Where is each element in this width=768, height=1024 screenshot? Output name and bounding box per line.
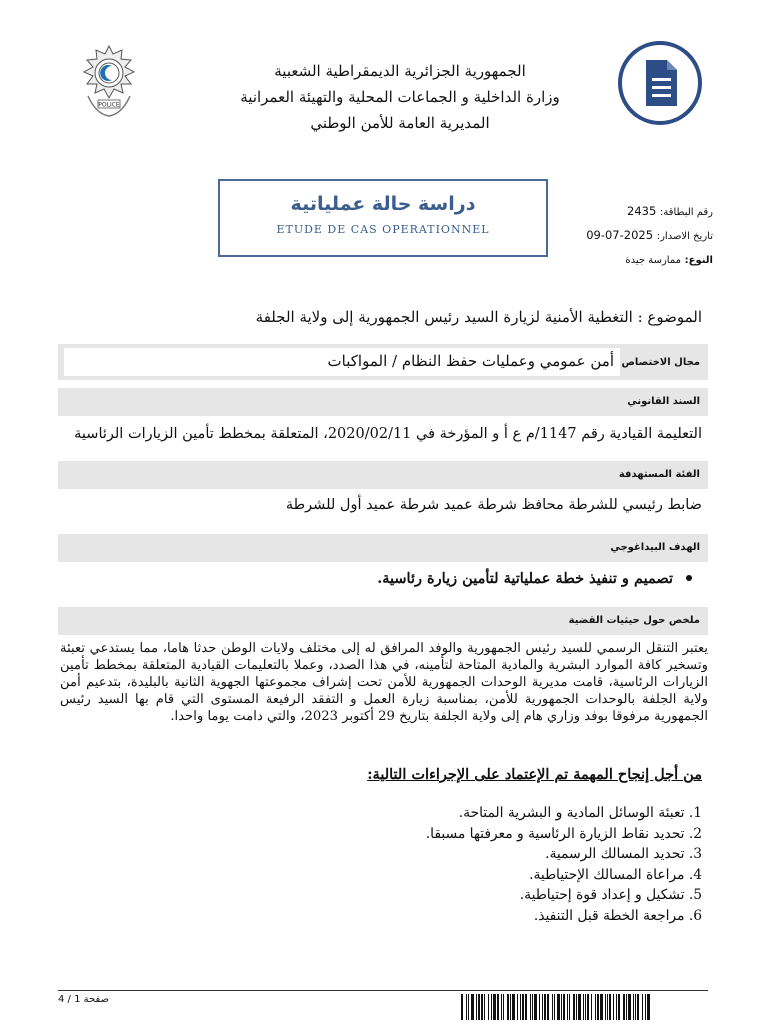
card-number-row — [573, 200, 713, 224]
objective-text: تصميم و تنفيذ خطة عملياتية لتأمين زيارة رئاسية. — [377, 570, 673, 587]
barcode-stripe — [569, 994, 570, 1020]
type-row — [573, 248, 713, 272]
footer-divider — [58, 990, 708, 991]
barcode-stripe — [497, 994, 499, 1020]
barcode-stripe — [539, 994, 540, 1020]
barcode-stripe — [628, 994, 631, 1020]
barcode-stripe — [552, 994, 553, 1020]
summary-section-bar — [58, 607, 708, 635]
barcode-icon — [461, 994, 707, 1020]
barcode-stripe — [645, 994, 646, 1020]
title-french: ETUDE DE CAS OPERATIONNEL — [276, 223, 490, 236]
barcode-stripe — [637, 994, 639, 1020]
barcode-stripe — [595, 994, 596, 1020]
list-item: 3. تحديد المسالك الرسمية. — [545, 846, 702, 862]
barcode-stripe — [542, 994, 543, 1020]
audience-text: ضابط رئيسي للشرطة محافظ شرطة عميد شرطة عميد أول للشرطة — [285, 497, 702, 513]
type-value: ممارسة جيدة — [625, 255, 681, 266]
barcode-stripe — [520, 994, 521, 1020]
issue-date-value: 2025-07-09 — [586, 228, 654, 242]
barcode-stripe — [547, 994, 549, 1020]
bullet-dot-icon — [686, 575, 692, 581]
barcode-stripe — [554, 994, 555, 1020]
police-emblem-icon — [76, 40, 142, 120]
card-number-value: 2435 — [627, 204, 657, 218]
legal-label: السند القانوني — [627, 396, 700, 407]
title-arabic: دراسة حالة عملياتية — [290, 193, 476, 215]
svg-text:POLICE: POLICE — [98, 101, 120, 109]
barcode-stripe — [578, 994, 581, 1020]
barcode-stripe — [461, 994, 463, 1020]
barcode-stripe — [522, 994, 524, 1020]
legal-text: التعليمة القيادية رقم 1147/م ع أ و المؤرخة في 2020/02/11، المتعلقة بمخطط تأمين الزيارات الرئاسية — [74, 426, 702, 442]
objective-section-bar — [58, 534, 708, 562]
summary-label: ملخص حول حيثيات القضية — [568, 615, 700, 626]
barcode-stripe — [476, 994, 477, 1020]
card-number-label: رقم البطاقة: — [659, 207, 713, 218]
barcode-stripe — [567, 994, 568, 1020]
domain-section — [58, 344, 708, 380]
barcode-stripe — [525, 994, 527, 1020]
barcode-stripe — [647, 994, 650, 1020]
card-meta — [573, 200, 713, 272]
barcode-stripe — [605, 994, 606, 1020]
barcode-stripe — [517, 994, 518, 1020]
barcode-stripe — [507, 994, 509, 1020]
procedures-title: من أجل إنجاح المهمة تم الإعتماد على الإجراءات التالية: — [367, 766, 702, 783]
barcode-stripe — [466, 994, 467, 1020]
objective-label: الهدف البيداغوجي — [610, 542, 700, 553]
list-item: 2. تحديد نقاط الزيارة الرئاسية و معرفتها مسبقا. — [425, 825, 702, 842]
list-item: 5. تشكيل و إعداد قوة إحتياطية. — [519, 887, 702, 903]
barcode-stripe — [597, 994, 599, 1020]
barcode-stripe — [576, 994, 577, 1020]
barcode-stripe — [623, 994, 625, 1020]
barcode-stripe — [488, 994, 489, 1020]
barcode-stripe — [587, 994, 589, 1020]
barcode-stripe — [530, 994, 531, 1020]
header-line-republic: الجمهورية الجزائرية الديمقراطية الشعبية — [274, 62, 526, 80]
issue-date-label: تاريخ الاصدار: — [656, 231, 713, 242]
barcode-stripe — [616, 994, 617, 1020]
subject: الموضوع : التغطية الأمنية لزيارة السيد رئيس الجمهورية إلى ولاية الجلفة — [255, 308, 702, 326]
domain-value: أمن عمومي وعمليات حفظ النظام / المواكبات — [327, 352, 614, 370]
domain-label: مجال الاختصاص — [621, 357, 700, 368]
title-box — [218, 179, 548, 257]
barcode-stripe — [561, 994, 562, 1020]
barcode-stripe — [591, 994, 592, 1020]
barcode-stripe — [534, 994, 537, 1020]
header-line-ministry: وزارة الداخلية و الجماعات المحلية والتهيئة العمرانية — [240, 88, 560, 106]
barcode-stripe — [491, 994, 492, 1020]
barcode-stripe — [478, 994, 480, 1020]
barcode-stripe — [503, 994, 504, 1020]
list-item: 1. تعبئة الوسائل المادية و البشرية المتاحة. — [458, 805, 702, 821]
barcode-stripe — [481, 994, 483, 1020]
barcode-stripe — [613, 994, 614, 1020]
barcode-stripe — [501, 994, 502, 1020]
barcode-stripe — [618, 994, 620, 1020]
barcode-stripe — [557, 994, 560, 1020]
list-item: 4. مراعاة المسالك الإحتياطية. — [529, 866, 702, 883]
barcode-stripe — [635, 994, 636, 1020]
barcode-stripe — [563, 994, 565, 1020]
header-institution — [200, 58, 600, 136]
barcode-stripe — [484, 994, 485, 1020]
list-item: 6. مراجعة الخطة قبل التنفيذ. — [533, 907, 702, 924]
barcode-stripe — [544, 994, 546, 1020]
procedures-list — [426, 803, 702, 926]
barcode-stripe — [512, 994, 515, 1020]
barcode-stripe — [626, 994, 627, 1020]
barcode-stripe — [468, 994, 469, 1020]
issue-date-row — [573, 224, 713, 248]
legal-section-bar — [58, 388, 708, 416]
barcode-stripe — [493, 994, 496, 1020]
page-number: صفحة 1 / 4 — [58, 994, 110, 1005]
header-line-directorate: المديرية العامة للأمن الوطني — [310, 114, 490, 132]
barcode-stripe — [583, 994, 584, 1020]
audience-label: الفئة المستهدفة — [618, 469, 700, 480]
barcode-stripe — [573, 994, 575, 1020]
barcode-stripe — [510, 994, 511, 1020]
audience-section-bar — [58, 461, 708, 489]
barcode-stripe — [600, 994, 603, 1020]
barcode-stripe — [609, 994, 611, 1020]
barcode-stripe — [633, 994, 634, 1020]
barcode-stripe — [585, 994, 586, 1020]
barcode-stripe — [532, 994, 533, 1020]
barcode-stripe — [607, 994, 608, 1020]
summary-paragraph: يعتبر التنقل الرسمي للسيد رئيس الجمهورية والوفد المرافق له إلى مختلف ولايات الوطن حدثا هاما، مما يستدعي تعبئة وتسخير كافة الموارد البشرية والمادية المتاحة لتأمينه، في هذا الصدد، وعملا بالتعليمات القيادية المتعلقة بمخطط تأمين الزيارات الرئاسية، قامت مديرية الوحدات الجمهورية للأمن تحت إشراف مجموعتها الجهوية الثانية بالبليدة، بتدعيم أمن ولاية الجلفة بالوحدات الجمهورية للأمن، بمناسبة زيارة العمل و التفقد الرفيعة المستوى التي قام بها السيد رئيس الجمهورية مرفوقا بوفد وزاري هام إلى ولاية الجلفة بتاريخ 29 أكتوبر 2023، والتي دامت يوما واحدا. — [60, 641, 708, 724]
type-label: النوع: — [684, 255, 713, 266]
barcode-stripe — [471, 994, 474, 1020]
document-icon — [617, 40, 703, 126]
barcode-stripe — [642, 994, 643, 1020]
